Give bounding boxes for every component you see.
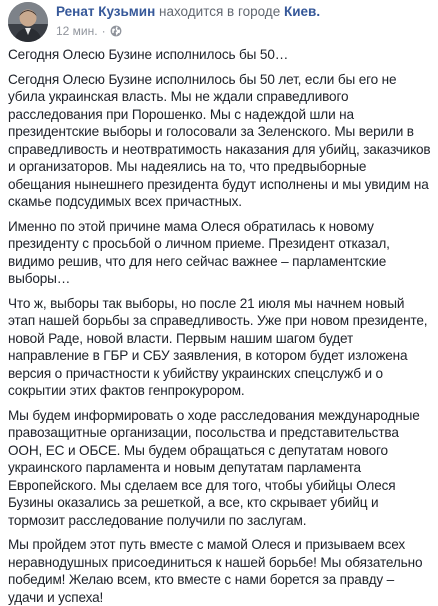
post-paragraph: Сегодня Олесю Бузине исполнилось бы 50 лет, если бы его не убила украинская власть. Мы не ждали справедливого расследования при Порошенко. Мы с надеждой шли на президентские выборы и голосовали за Зеленского. Мы верили в справедливость и неотвратимость наказания для убийц, заказчиков и организаторов. Мы надеялись на то, что предвыборные обещания нынешнего президента будут исполнены и мы увидим на скамье подсудимых всех причастных. [8,71,431,209]
post-timestamp[interactable]: 12 мин. [56,24,98,38]
avatar-photo [8,2,48,42]
meta-separator: · [101,24,106,38]
post-header [8,0,432,44]
author-avatar[interactable] [8,2,48,42]
post-paragraph: Мы пройдем этот путь вместе с мамой Олеся и призываем всех неравнодушных присоединиться к нашей борьбе! Мы обязательно победим! Желаю всем, кто вместе с нами борется за правду – удачи и успеха! [8,537,423,605]
post-paragraph: Что ж, выборы так выборы, но после 21 июля мы начнем новый этап нашей борьбы за справедливость. Уже при новом президенте, новой Раде, новой власти. Первым нашим шагом будет направление в ГБР и СБУ заявления, в котором будет изложена версия о причастности к убийству украинских спецслужб и о сокрытии этих фактов генпрокурором. [8,295,428,398]
post-header-text [56,3,432,38]
post-paragraph: Именно по этой причине мама Олеся обратилась к новому президенту с просьбой о личном приеме. Президент отказал, видимо решив, что для него сейчас важнее – парламентские выборы… [8,218,390,286]
post-paragraph: Мы будем информировать о ходе расследования международные правозащитные организации, посольства и представительства ООН, ЕС и ОБСЕ. Мы будем обращаться с депутатам нового украинского парламента и новым депутатам парламента Европейского. Мы сделаем все для того, чтобы убийцы Олеся Бузины оказались за решеткой, а все, кто скрывает убийц и тормозит расследование получили по заслугам. [8,407,420,528]
globe-icon[interactable] [110,25,122,37]
post-meta [56,24,432,38]
post-header-title [56,3,432,20]
location-link[interactable]: Киев. [283,4,321,19]
location-prefix: находится в городе [159,4,281,19]
post-body [8,46,432,606]
post-paragraph: Сегодня Олесю Бузине исполнилось бы 50… [8,47,289,62]
author-name-link[interactable]: Ренат Кузьмин [56,4,156,19]
